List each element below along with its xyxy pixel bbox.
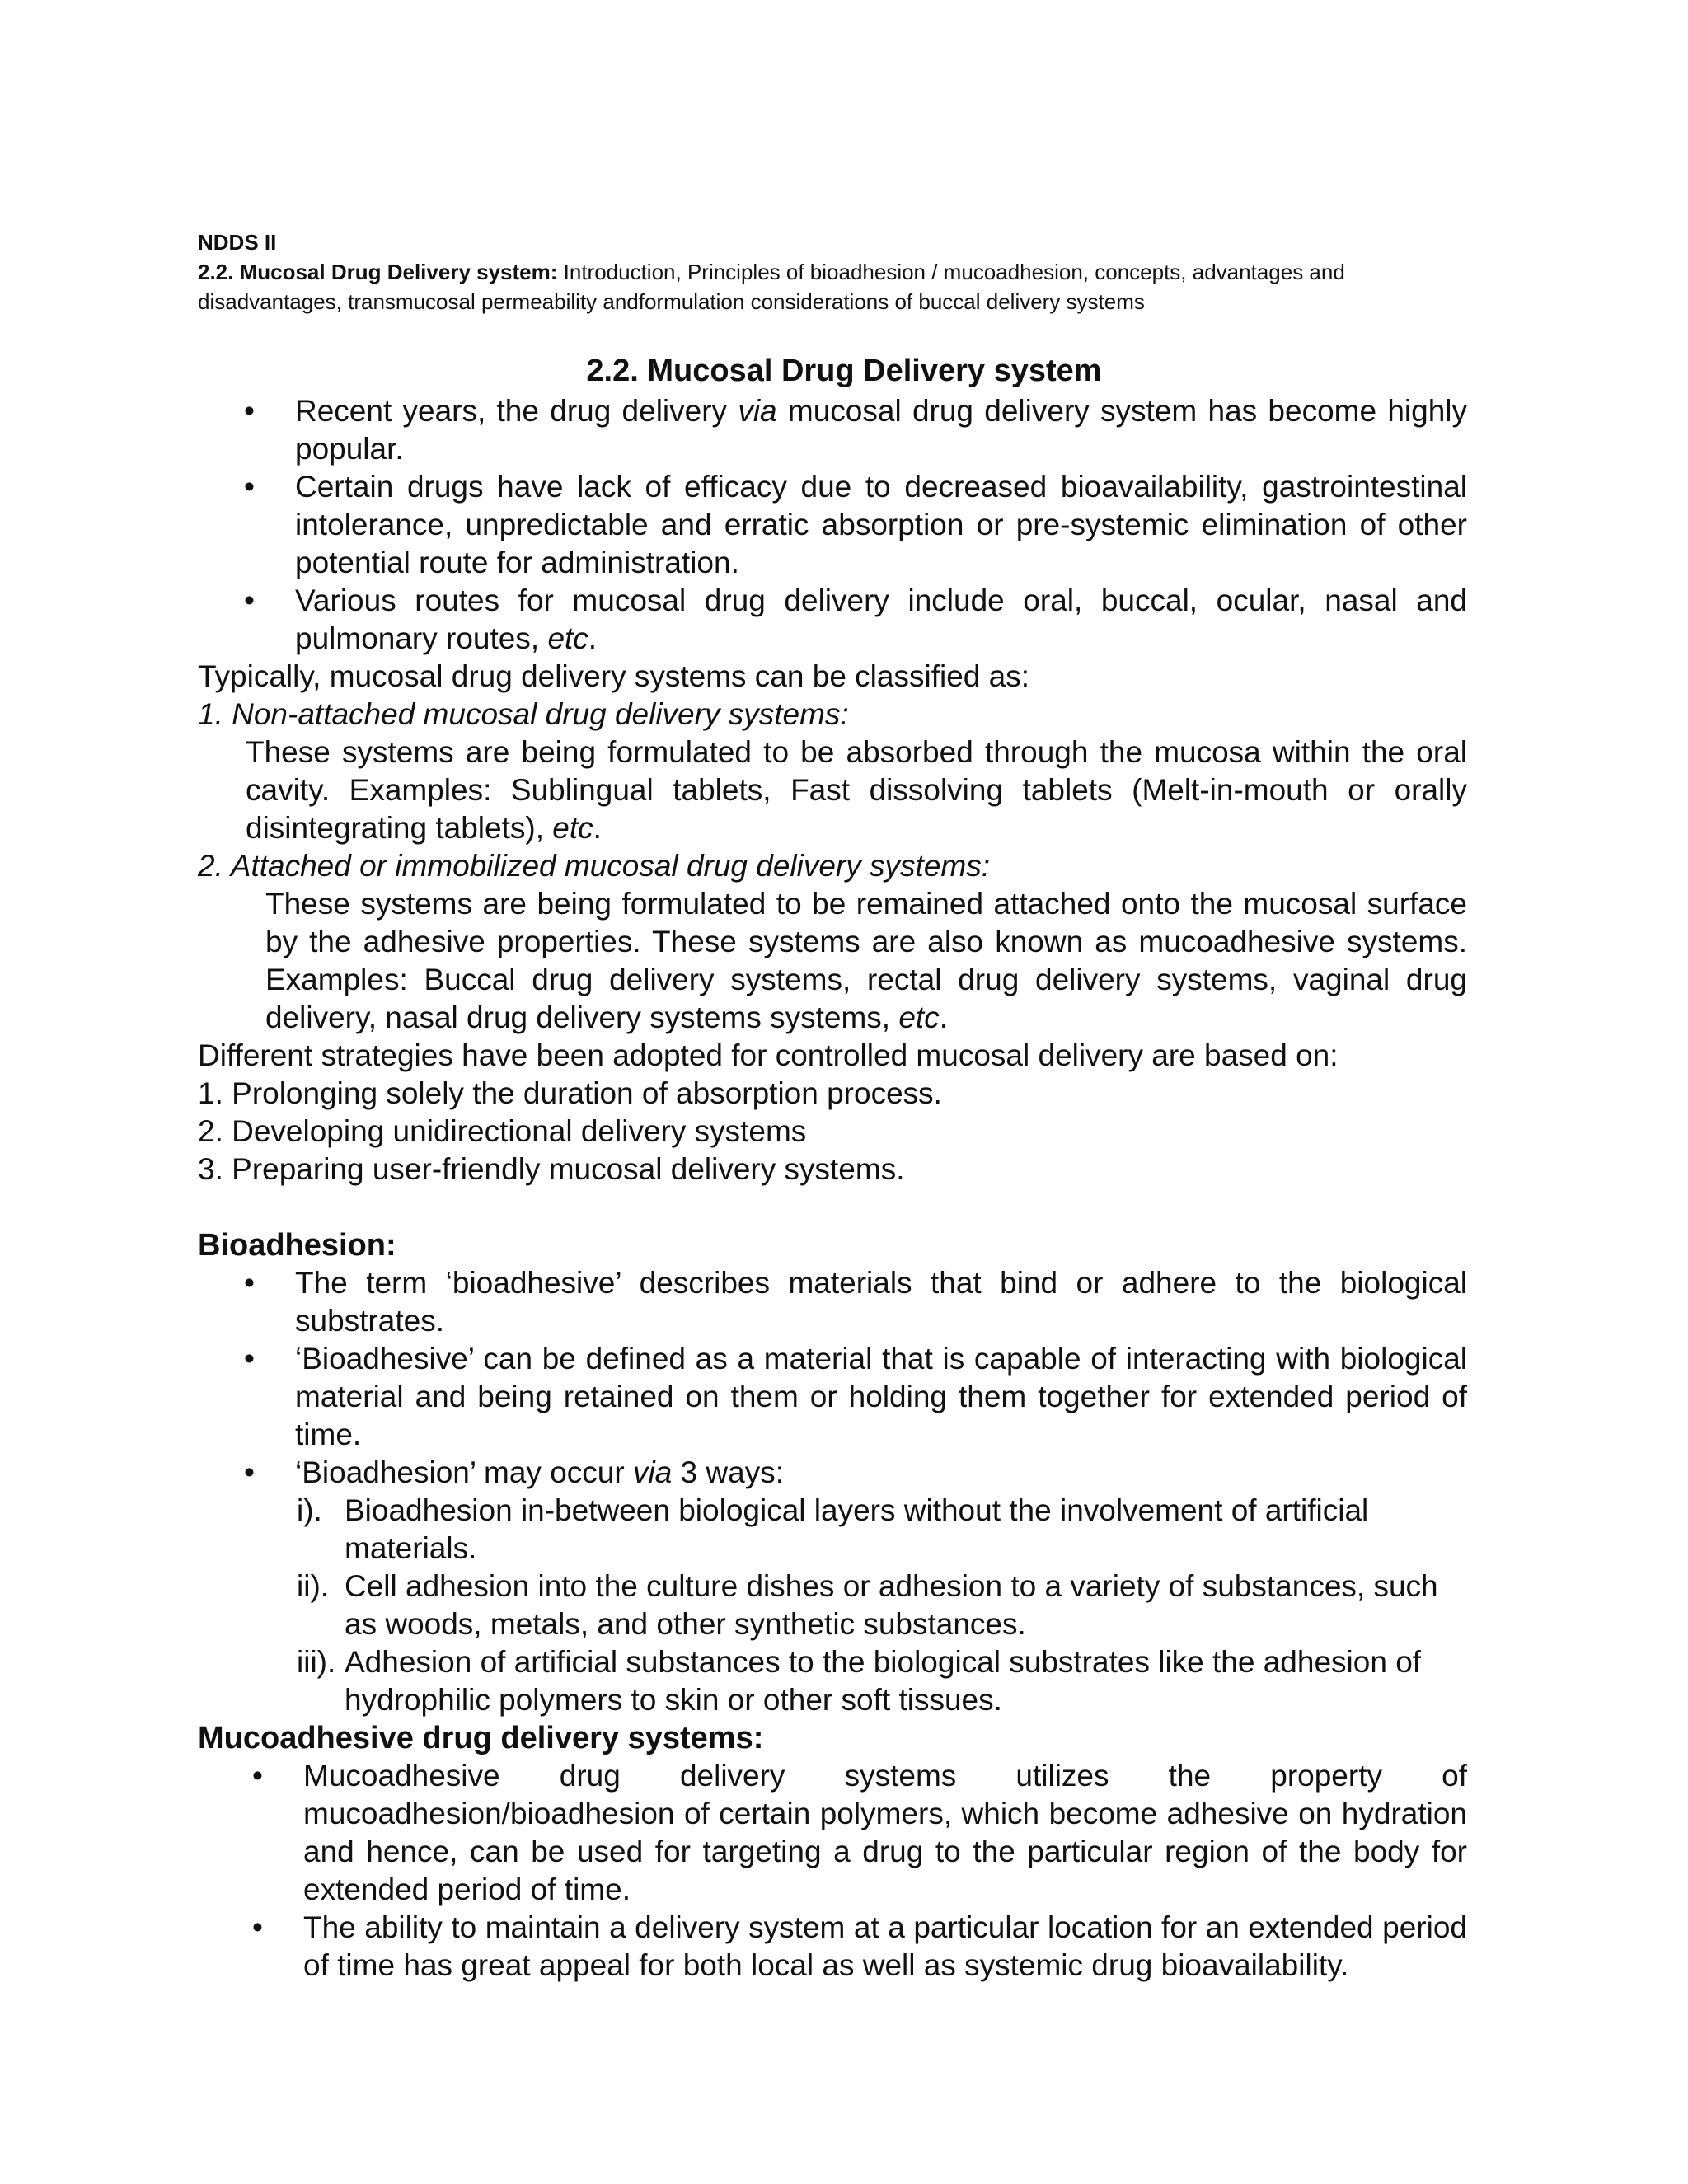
bioadhesion-bullet: • ‘Bioadhesion’ may occur via 3 ways:	[198, 1454, 1467, 1492]
bioadhesion-way: ii). Cell adhesion into the culture dishes or adhesion to a variety of substances, such as woods, metals, and other synthetic substances.	[297, 1569, 1438, 1641]
bioadhesion-bullet-list	[198, 1264, 1467, 1492]
mucoadhesive-bullet-list	[198, 1757, 1467, 1985]
page-title: 2.2. Mucosal Drug Delivery system	[586, 354, 1102, 388]
way-number: ii).	[297, 1569, 330, 1603]
document-body	[198, 392, 1467, 1985]
bioadhesion-heading: Bioadhesion:	[198, 1228, 396, 1263]
bioadhesion-bullet: • The term ‘bioadhesive’ describes materials that bind or adhere to the biological substrates.	[244, 1266, 1467, 1338]
intro-bullet: • Recent years, the drug delivery via mucosal drug delivery system has become highly popular.	[244, 394, 1467, 466]
strategies-intro: Different strategies have been adopted for controlled mucosal delivery are based on:	[198, 1038, 1339, 1072]
bullet-icon: •	[244, 470, 255, 504]
bullet-icon: •	[244, 1266, 255, 1300]
syllabus-topic	[198, 260, 1345, 314]
bullet-icon: •	[252, 1910, 263, 1944]
class2-heading: 2. Attached or immobilized mucosal drug delivery systems:	[198, 849, 991, 883]
intro-bullet-list	[198, 392, 1467, 658]
intro-bullet: • Certain drugs have lack of efficacy due to decreased bioavailability, gastrointestinal intolerance, unpredictable and erratic absorption or pre-systemic elimination of other potential route for administration.	[244, 470, 1467, 579]
bullet-icon: •	[244, 394, 255, 428]
way-number: i).	[297, 1493, 322, 1527]
syllabus-topic-text: Introduction, Principles of bioadhesion / mucoadhesion, concepts, advantages and disadvantages, transmucosal permeability andformulation considerations of buccal delivery systems	[198, 260, 1345, 314]
bioadhesion-way: i). Bioadhesion in-between biological layers without the involvement of artificial materials.	[297, 1493, 1369, 1565]
bullet-icon: •	[244, 583, 255, 617]
bioadhesion-bullet: • ‘Bioadhesive’ can be defined as a material that is capable of interacting with biological material and being retained on them or holding them together for extended period of time.	[244, 1342, 1467, 1451]
mucoadhesive-bullet: • Mucoadhesive drug delivery systems utilizes the property of mucoadhesion/bioadhesion of certain polymers, which become adhesive on hydration and hence, can be used for targeting a drug to the particular region of the body for extended period of time.	[252, 1759, 1467, 1906]
classification-intro: Typically, mucosal drug delivery systems can be classified as:	[198, 659, 1029, 693]
class1-heading: 1. Non-attached mucosal drug delivery systems:	[198, 697, 849, 731]
class2-description: These systems are being formulated to be remained attached onto the mucosal surface by the adhesive properties. These systems are also known as mucoadhesive systems. Examples: Buccal drug delivery systems, rectal drug delivery systems, vaginal drug delivery, nasal drug delivery systems systems, etc.	[265, 887, 1467, 1034]
class1-description: These systems are being formulated to be absorbed through the mucosa within the oral cavity. Examples: Sublingual tablets, Fast dissolving tablets (Melt-in-mouth or orally disintegrating tablets), etc.	[246, 735, 1467, 845]
bullet-icon: •	[244, 1455, 255, 1489]
bullet-icon: •	[244, 1342, 255, 1376]
strategy-item: 3. Preparing user-friendly mucosal delivery systems.	[198, 1152, 905, 1186]
way-number: iii).	[297, 1645, 336, 1679]
intro-bullet: • Various routes for mucosal drug delivery include oral, buccal, ocular, nasal and pulmonary routes, etc.	[244, 583, 1467, 655]
spacer	[198, 1188, 1467, 1226]
strategy-item: 2. Developing unidirectional delivery systems	[198, 1114, 807, 1148]
bioadhesion-way: iii). Adhesion of artificial substances to the biological substrates like the adhesion of hydrophilic polymers to skin or other soft tissues.	[297, 1645, 1422, 1717]
strategy-item: 1. Prolonging solely the duration of absorption process.	[198, 1076, 942, 1110]
course-header	[198, 227, 1484, 316]
bullet-icon: •	[252, 1759, 263, 1793]
course-code: NDDS II	[198, 230, 277, 255]
bioadhesion-ways-list	[198, 1492, 1467, 1719]
syllabus-topic-bold: 2.2. Mucosal Drug Delivery system:	[198, 260, 558, 284]
mucoadhesive-bullet: • The ability to maintain a delivery system at a particular location for an extended period of time has great appeal for both local as well as systemic drug bioavailability.	[252, 1910, 1467, 1982]
mucoadhesive-heading: Mucoadhesive drug delivery systems:	[198, 1721, 764, 1755]
